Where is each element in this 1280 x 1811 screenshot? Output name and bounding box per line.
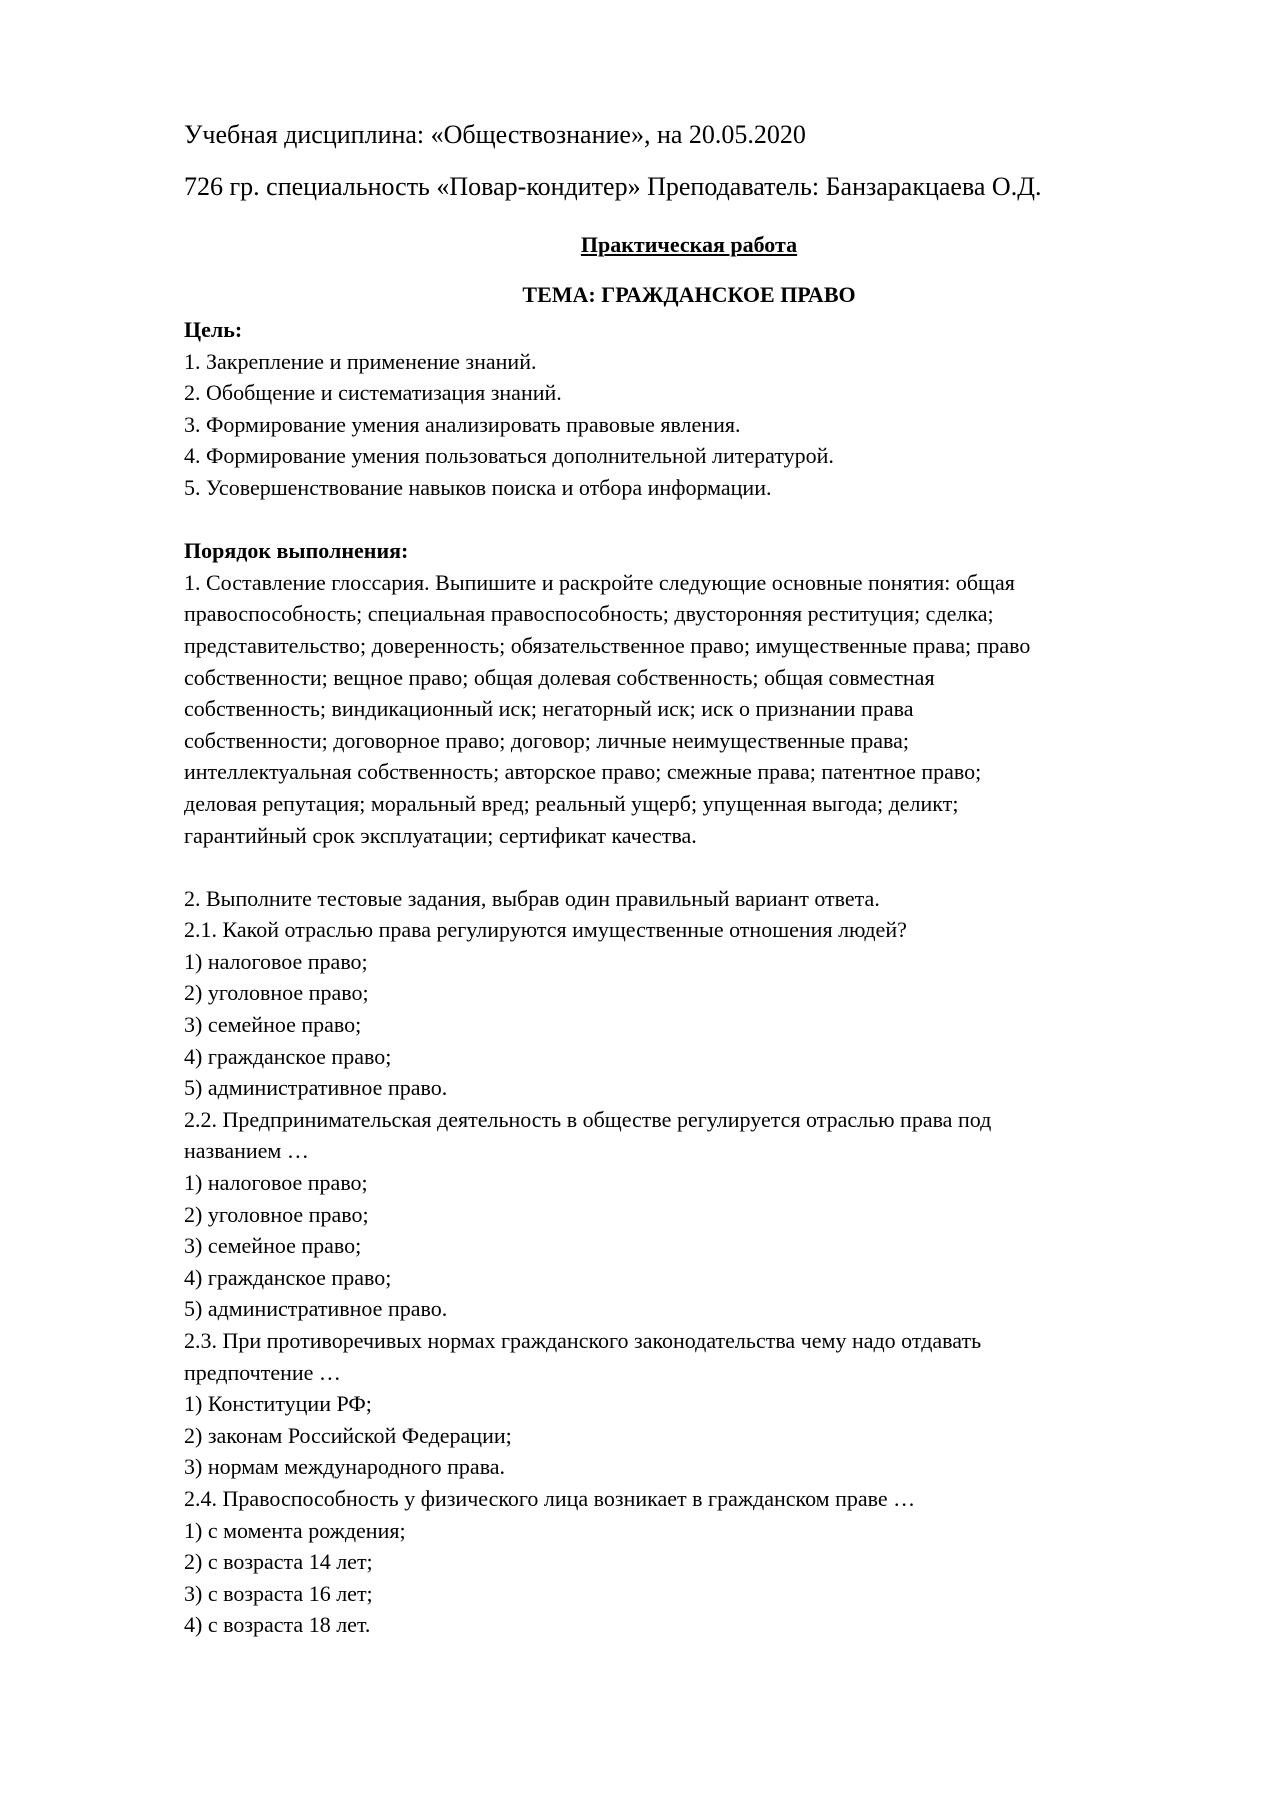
test-line: названием … [184, 1138, 309, 1164]
glossary-line: правоспособность; специальная правоспособность; двусторонняя реституция; сделка; [184, 601, 994, 627]
glossary-line: представительство; доверенность; обязательственное право; имущественные права; право [184, 632, 1031, 658]
goal-item: 2. Обобщение и систематизация знаний. [184, 380, 562, 406]
test-line: 2) уголовное право; [184, 1201, 369, 1227]
test-line: 3) нормам международного права. [184, 1454, 506, 1480]
glossary-line: 1. Составление глоссария. Выпишите и раскройте следующие основные понятия: общая [184, 569, 1015, 595]
procedure-heading: Порядок выполнения: [184, 538, 409, 564]
test-line: 2) уголовное право; [184, 980, 369, 1006]
test-line: 4) гражданское право; [184, 1043, 392, 1069]
test-line: 1) налоговое право; [184, 1170, 368, 1196]
test-line: 1) Конституции РФ; [184, 1391, 372, 1417]
test-line: 3) с возраста 16 лет; [184, 1580, 373, 1606]
test-line: 5) административное право. [184, 1296, 448, 1322]
header-group-teacher: 726 гр. специальность «Повар-кондитер» Преподаватель: Банзаракцаева О.Д. [184, 172, 1042, 201]
glossary-paragraph [184, 567, 1184, 851]
document-body [184, 314, 1184, 1641]
test-line: 2.4. Правоспособность у физического лица возникает в гражданском праве … [184, 1485, 916, 1511]
glossary-line: гарантийный срок эксплуатации; сертификат качества. [184, 822, 697, 848]
test-line: 1) налоговое право; [184, 948, 368, 974]
test-line: 4) гражданское право; [184, 1264, 392, 1290]
test-line: 2) законам Российской Федерации; [184, 1422, 512, 1448]
test-line: 2) с возраста 14 лет; [184, 1549, 373, 1575]
glossary-line: собственности; договорное право; договор; личные неимущественные права; [184, 727, 909, 753]
glossary-line: собственности; вещное право; общая долевая собственность; общая совместная [184, 664, 935, 690]
document-title: Практическая работа [580, 232, 798, 257]
tests-intro: 2. Выполните тестовые задания, выбрав один правильный вариант ответа. [184, 885, 880, 911]
test-line: предпочтение … [184, 1359, 341, 1385]
blank-line [184, 851, 1184, 883]
blank-line [184, 504, 1184, 536]
test-line: 1) с момента рождения; [184, 1517, 406, 1543]
test-line: 2.2. Предпринимательская деятельность в обществе регулируется отраслью права под [184, 1106, 992, 1132]
glossary-line: собственность; виндикационный иск; негаторный иск; иск о признании права [184, 696, 914, 722]
goal-item: 4. Формирование умения пользоваться дополнительной литературой. [184, 443, 834, 469]
glossary-line: интеллектуальная собственность; авторское право; смежные права; патентное право; [184, 759, 982, 785]
goal-item: 5. Усовершенствование навыков поиска и отбора информации. [184, 474, 772, 500]
glossary-line: деловая репутация; моральный вред; реальный ущерб; упущенная выгода; деликт; [184, 790, 959, 816]
header-discipline: Учебная дисциплина: «Обществознание», на 20.05.2020 [184, 120, 806, 149]
test-line: 5) административное право. [184, 1075, 448, 1101]
goal-item: 3. Формирование умения анализировать правовые явления. [184, 411, 741, 437]
goal-item: 1. Закрепление и применение знаний. [184, 348, 537, 374]
test-line: 2.1. Какой отраслью права регулируются имущественные отношения людей? [184, 917, 907, 943]
test-line: 2.3. При противоречивых нормах гражданского законодательства чему надо отдавать [184, 1328, 982, 1353]
goal-list [184, 346, 1184, 504]
test-line: 4) с возраста 18 лет. [184, 1612, 371, 1638]
document-page [184, 118, 1184, 1641]
test-line: 3) семейное право; [184, 1233, 362, 1259]
goal-heading: Цель: [184, 317, 243, 342]
test-questions [184, 914, 1184, 1641]
test-line: 3) семейное право; [184, 1012, 362, 1038]
topic-heading: ТЕМА: ГРАЖДАНСКОЕ ПРАВО [522, 282, 856, 307]
